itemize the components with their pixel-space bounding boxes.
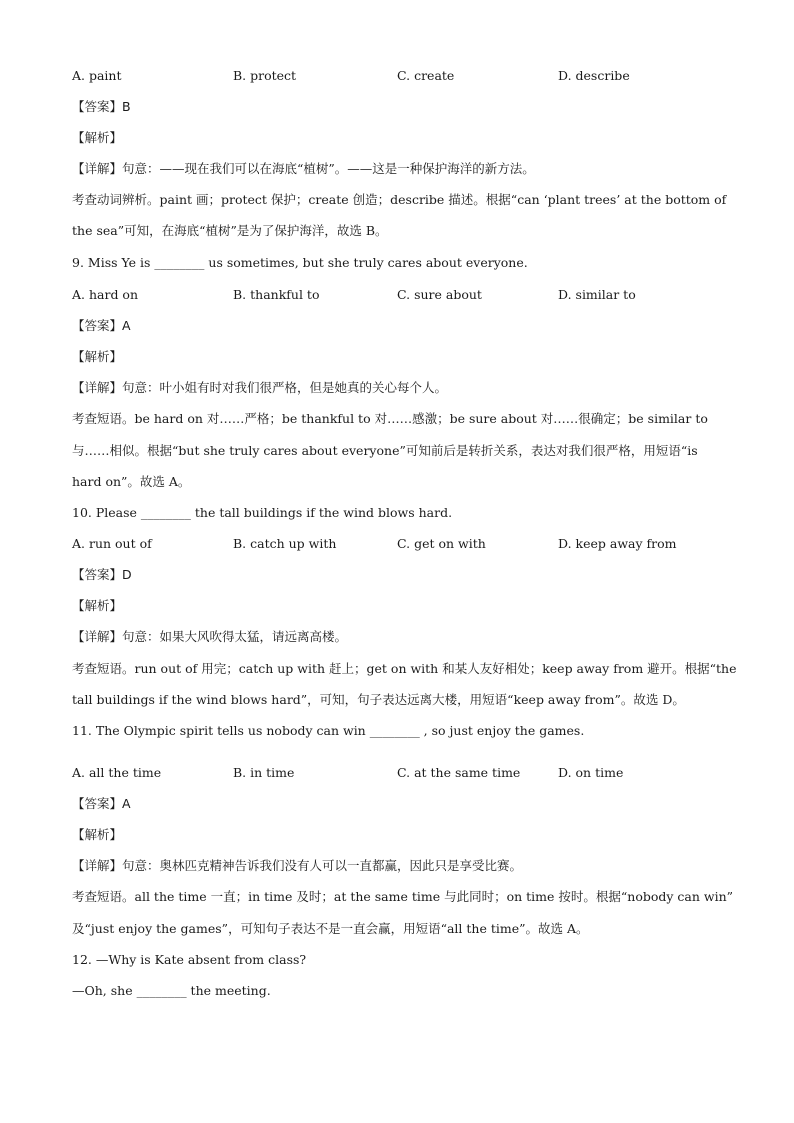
q11-analysis-label: 【解析】 bbox=[72, 827, 123, 842]
q11-options bbox=[72, 765, 752, 781]
q11-option-c: C. at the same time bbox=[397, 765, 521, 780]
q9-analysis-label: 【解析】 bbox=[72, 349, 123, 364]
q8-option-c: C. create bbox=[397, 68, 455, 83]
q8-options bbox=[72, 68, 752, 84]
q9-option-a: A. hard on bbox=[72, 287, 139, 302]
q9-explanation-line2: 与……相似。根据“but she truly cares about everyone”可知前后是转折关系，表达对我们很严格，用短语“is bbox=[72, 443, 698, 458]
q9-answer: 【答案】A bbox=[72, 318, 131, 333]
q9-question: 9. Miss Ye is ________ us sometimes, but she truly cares about everyone. bbox=[72, 255, 528, 270]
q8-answer: 【答案】B bbox=[72, 99, 131, 114]
q8-explanation-line2: the sea”可知，在海底“植树”是为了保护海洋，故选 B。 bbox=[72, 223, 388, 238]
q11-option-d: D. on time bbox=[558, 765, 624, 780]
q11-question: 11. The Olympic spirit tells us nobody can win ________ , so just enjoy the games. bbox=[72, 723, 585, 738]
q9-detail: 【详解】句意：叶小姐有时对我们很严格，但是她真的关心每个人。 bbox=[72, 380, 448, 395]
q10-question: 10. Please ________ the tall buildings if the wind blows hard. bbox=[72, 505, 453, 520]
q11-explanation-line2: 及“just enjoy the games”，可知句子表达不是一直会赢，用短语“all the time”。故选 A。 bbox=[72, 921, 589, 936]
q8-analysis-label: 【解析】 bbox=[72, 130, 123, 145]
q10-analysis-label: 【解析】 bbox=[72, 598, 123, 613]
q10-answer: 【答案】D bbox=[72, 567, 132, 582]
q9-options bbox=[72, 287, 752, 303]
q11-option-a: A. all the time bbox=[72, 765, 162, 780]
q11-option-b: B. in time bbox=[233, 765, 295, 780]
q8-detail: 【详解】句意：——现在我们可以在海底“植树”。——这是一种保护海洋的新方法。 bbox=[72, 161, 535, 176]
q10-option-c: C. get on with bbox=[397, 536, 486, 551]
q10-option-b: B. catch up with bbox=[233, 536, 337, 551]
q11-answer: 【答案】A bbox=[72, 796, 131, 811]
q8-option-d: D. describe bbox=[558, 68, 630, 83]
q9-option-c: C. sure about bbox=[397, 287, 482, 302]
q9-explanation-line1: 考查短语。be hard on 对……严格；be thankful to 对……感激；be sure about 对……很确定；be similar to bbox=[72, 411, 708, 426]
q8-option-b: B. protect bbox=[233, 68, 297, 83]
q10-detail: 【详解】句意：如果大风吹得太猛，请远离高楼。 bbox=[72, 629, 348, 644]
q9-explanation-line3: hard on”。故选 A。 bbox=[72, 474, 191, 489]
q8-option-a: A. paint bbox=[72, 68, 122, 83]
q12-reply: —Oh, she ________ the meeting. bbox=[72, 983, 271, 998]
q8-explanation-line1: 考查动词辨析。paint 画；protect 保护；create 创造；describe 描述。根据“can ‘plant trees’ at the bottom of bbox=[72, 192, 727, 207]
q9-option-b: B. thankful to bbox=[233, 287, 320, 302]
q9-option-d: D. similar to bbox=[558, 287, 636, 302]
q11-explanation-line1: 考查短语。all the time 一直；in time 及时；at the same time 与此同时；on time 按时。根据“nobody can win” bbox=[72, 889, 734, 904]
q12-question: 12. —Why is Kate absent from class? bbox=[72, 952, 307, 967]
q11-detail: 【详解】句意：奥林匹克精神告诉我们没有人可以一直都赢，因此只是享受比赛。 bbox=[72, 858, 523, 873]
q10-explanation-line2: tall buildings if the wind blows hard”，可知，句子表达远离大楼，用短语“keep away from”。故选 D。 bbox=[72, 692, 685, 707]
q10-option-d: D. keep away from bbox=[558, 536, 677, 551]
q10-option-a: A. run out of bbox=[72, 536, 152, 551]
q10-options bbox=[72, 536, 752, 552]
q10-explanation-line1: 考查短语。run out of 用完；catch up with 赶上；get on with 和某人友好相处；keep away from 避开。根据“the bbox=[72, 661, 737, 676]
